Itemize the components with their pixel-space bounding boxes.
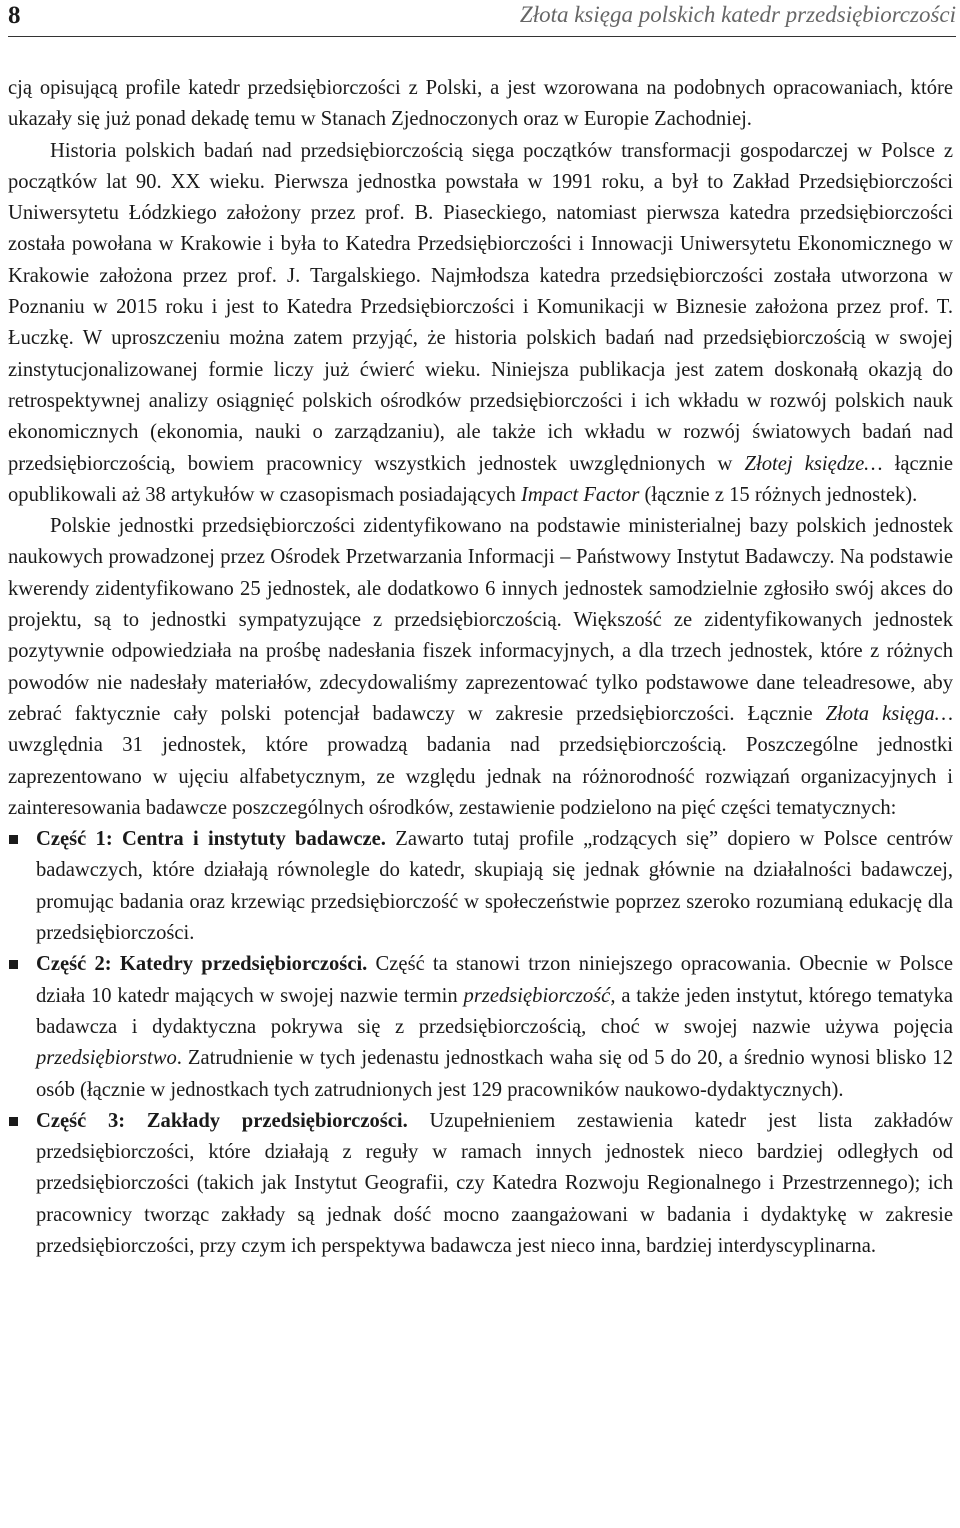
part-text: Uzupełnieniem zestawienia katedr jest lista zakładów przedsiębiorczości, które działają z reguły w ramach innych jednostek nieco bardziej odległych od przedsiębiorczości (takich jak Instytut Geografii, czy Katedra Rozwoju Regionalnego i Przestrzennego); ich pracownicy tworząc zakłady są jednak dość mocno zaangażowani w badania i dydaktykę w zakresie przedsiębiorczości, przy czym ich perspektywa badawcza jest nieco inna, bardziej interdyscyplinarna. [36,1109,953,1257]
history-text: Historia polskich badań nad przedsiębiorczością sięga początków transformacji gospodarczej w Polsce z początków lat 90. XX wieku. Pierwsza jednostka powstała w 1991 roku, a był to Zakład Przedsiębiorczości Uniwersytetu Łódzkiego założony przez prof. B. Piaseckiego, natomiast pierwsza katedra przedsiębiorczości została powołana w Krakowie i była to Katedra Przedsiębiorczości i Innowacji Uniwersytetu Ekonomicznego w Krakowie założona przez prof. J. Targalskiego. Najmłodsza katedra przedsiębiorczości została utworzona w Poznaniu w 2015 roku i jest to Katedra Przedsiębiorczości i Komunikacji w Biznesie założona przez prof. T. Łuczkę. W uproszczeniu można zatem przyjąć, że historia polskich badań nad przedsiębiorczością w swojej zinstytucjonalizowanej formie liczy już ćwierć wieku. Niniejsza publikacja jest zatem doskonałą okazją do retrospektywnej analizy osiągnięć polskich ośrodków przedsiębiorczości i ich wkładu w rozwój polskich nauk ekonomicznych (ekonomia, nauki o zarządzaniu), ale także ich wkładu w rozwój światowych badań nad przedsiębiorczością, bowiem pracownicy wszystkich jednostek uwzględnionych w [8,139,953,475]
paragraph-history [8,136,953,512]
intro-text: cją opisującą profile katedr przedsiębiorczości z Polski, a jest wzorowana na podobnych opracowaniach, które ukazały się już ponad dekadę temu w Stanach Zjednoczonych oraz w Europie Zachodniej. [8,77,953,131]
paragraph-identification [8,511,953,824]
part-heading: Część 2: Katedry przedsiębiorczości. [36,953,368,976]
book-title-italic: Złotej księdze… [744,452,883,475]
list-item [8,824,953,949]
part-heading: Część 1: Centra i instytuty badawcze. [36,828,386,851]
history-text-2: łącznie opublikowali aż 38 artykułów w czasopismach posiadających [8,452,953,506]
list-item [8,1106,953,1262]
running-title: Złota księga polskich katedr przedsiębiorczości [519,2,956,27]
paragraph-intro [8,73,953,136]
term-italic-2: przedsiębiorstwo [36,1047,177,1070]
parts-list [8,824,953,1262]
identification-text-2: uwzględnia 31 jednostek, które prowadzą badania nad przedsiębiorczością. Poszczególne jednostki zaprezentowano w ujęciu alfabetycznym, ze względu jednak na różnorodność rozwiązań organizacyjnych i zainteresowania badawcze poszczególnych ośrodków, zestawienie podzielono na pięć części tematycznych: [8,734,953,819]
term-italic: przedsiębiorczość, [463,984,616,1007]
impact-factor-italic: Impact Factor [520,483,640,506]
identification-text: Polskie jednostki przedsiębiorczości zidentyfikowano na podstawie ministerialnej bazy polskich jednostek naukowych prowadzonej przez Ośrodek Przetwarzania Informacji – Państwowy Instytut Badawczy. Na podstawie kwerendy zidentyfikowano 25 jednostek, ale dodatkowo 6 innych jednostek samodzielnie zgłosiło swój akces do projektu, są to jednostki sympatyzujące z przedsiębiorczością. Większość ze zidentyfikowanych jednostek pozytywnie odpowiedziała na prośbę nadesłania fiszek informacyjnych, a dla trzech jednostek, które z różnych powodów nie nadesłały materiałów, zdecydowaliśmy zaprezentować tylko podstawowe dane teleadresowe, aby zebrać faktycznie cały polski potencjał badawczy w zakresie przedsiębiorczości. Łącznie [8,515,953,725]
history-text-3: (łącznie z 15 różnych jednostek). [644,483,918,506]
part-heading: Część 3: Zakłady przedsiębiorczości. [36,1109,408,1132]
page-number: 8 [8,2,21,29]
part-text: Zawarto tutaj profile „rodzących się” dopiero w Polsce centrów badawczych, które działają równolegle do katedr, skupiają się jednak głównie na działalności badawczej, promując badania oraz krzewiąc przedsiębiorczość w społeczeństwie poprzez szeroko rozumianą edukację dla przedsiębiorczości. [36,828,953,945]
part-text-3: . Zatrudnienie w tych jedenastu jednostkach waha się od 5 do 20, a średnio wynosi blisko 12 osób (łącznie w jednostkach tych zatrudnionych jest 129 pracowników naukowo-dydaktycznych). [36,1047,953,1101]
body-text [8,73,953,1262]
page-header [8,0,956,37]
part-text: Część ta stanowi trzon niniejszego opracowania. Obecnie w Polsce działa 10 katedr mających w swojej nazwie termin [36,953,953,1007]
book-title-italic-2: Złota księga… [825,702,954,725]
part-text-2: a także jeden instytut, którego tematyka badawcza i dydaktyczna pokrywa się z przedsiębiorczością, choć w swojej nazwie używa pojęcia [36,984,954,1038]
list-item [8,949,953,1105]
